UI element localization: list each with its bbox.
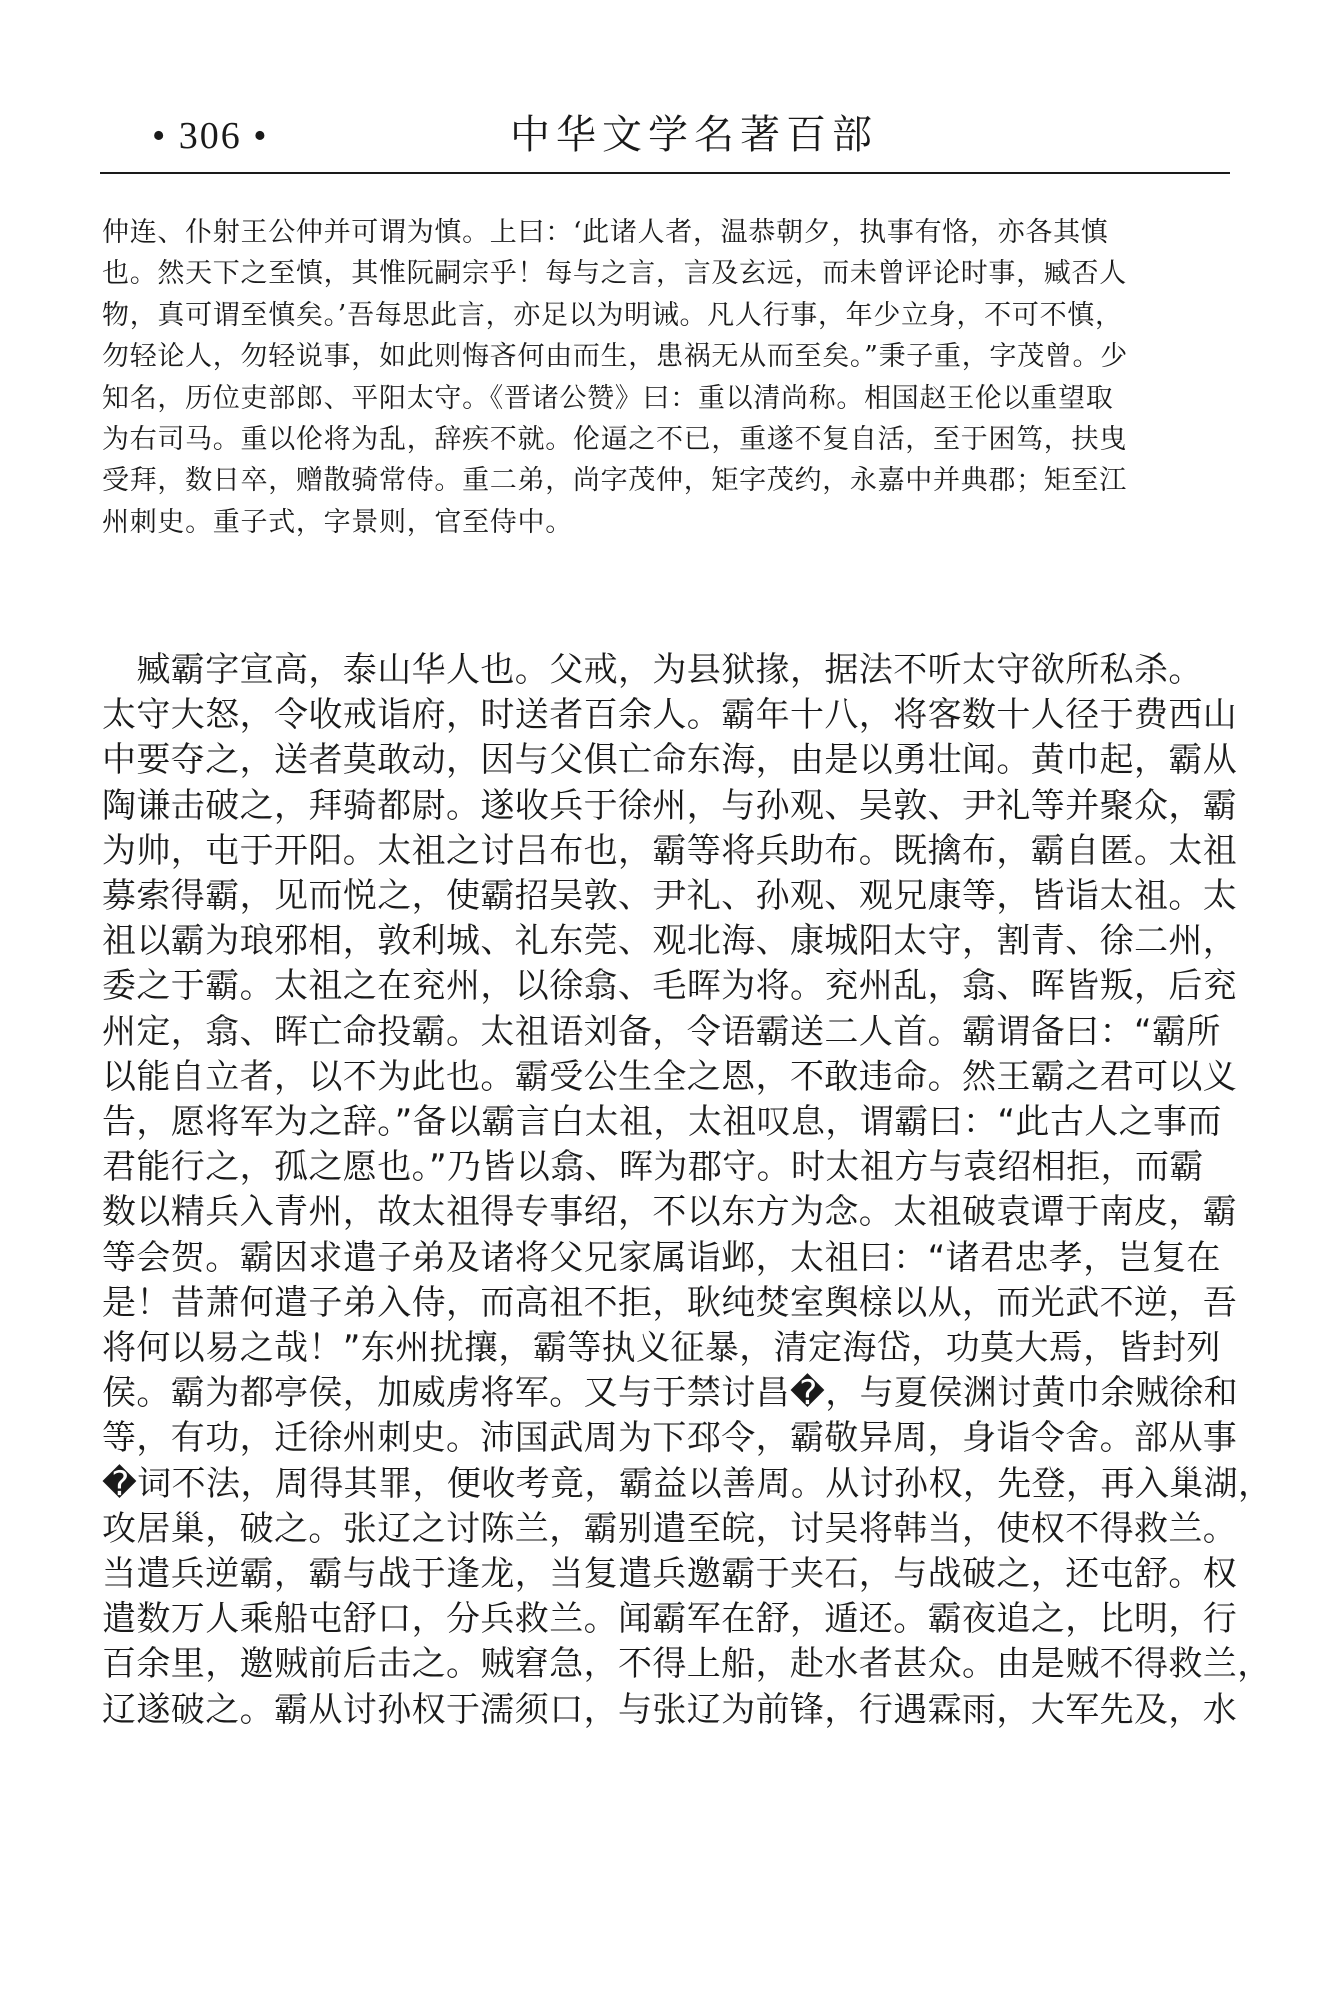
main-text-line: 告，愿将军为之辞。”备以霸言白太祖，太祖叹息，谓霸曰：“此古人之事而: [102, 1102, 1222, 1143]
main-text-line: 等，有功，迁徐州刺史。沛国武周为下邳令，霸敬异周，身诣令舍。部从事: [102, 1418, 1238, 1459]
main-text-line: 州定，翕、晖亡命投霸。太祖语刘备，令语霸送二人首。霸谓备曰：“霸所: [102, 1011, 1221, 1052]
main-text-line: 以能自立者，以不为此也。霸受公生全之恩，不敢违命。然王霸之君可以义: [102, 1056, 1238, 1097]
main-text-line: 是！昔萧何遣子弟入侍，而高祖不拒，耿纯焚室舆榇以从，而光武不逆，吾: [102, 1282, 1238, 1323]
page-header: [100, 110, 1230, 172]
book-title: 中华文学名著百部: [510, 112, 878, 158]
main-text-line: �词不法，周得其罪，便收考竟，霸益以善周。从讨孙权，先登，再入巢湖，: [102, 1463, 1273, 1504]
main-text-line: 委之于霸。太祖之在兖州，以徐翕、毛晖为将。兖州乱，翕、晖皆叛，后兖: [102, 966, 1238, 1007]
main-text-line: 等会贺。霸因求遣子弟及诸将父兄家属诣邺，太祖曰：“诸君忠孝，岂复在: [102, 1237, 1221, 1278]
main-text-line: 遣数万人乘船屯舒口，分兵救兰。闻霸军在舒，遁还。霸夜追之，比明，行: [102, 1599, 1238, 1640]
main-text-line: 当遣兵逆霸，霸与战于逢龙，当复遣兵邀霸于夹石，与战破之，还屯舒。权: [102, 1554, 1238, 1595]
annotation-line: 勿轻论人，勿轻说事，如此则悔吝何由而生，患祸无从而至矣。”秉子重，字茂曾。少: [102, 341, 1128, 373]
main-text-line: 中要夺之，送者莫敢动，因与父俱亡命东海，由是以勇壮闻。黄巾起，霸从: [102, 740, 1238, 781]
main-text-line: 祖以霸为琅邪相，敦利城、礼东莞、观北海、康城阳太守，割青、徐二州，: [102, 921, 1238, 962]
main-text-line: 辽遂破之。霸从讨孙权于濡须口，与张辽为前锋，行遇霖雨，大军先及，水: [102, 1689, 1238, 1730]
main-text-line: 君能行之，孤之愿也。”乃皆以翕、晖为郡守。时太祖方与袁绍相拒，而霸: [102, 1147, 1204, 1188]
main-text-line: 为帅，屯于开阳。太祖之讨吕布也，霸等将兵助布。既擒布，霸自匿。太祖: [102, 830, 1238, 871]
main-text-line: 侯。霸为都亭侯，加威虏将军。又与于禁讨昌�，与夏侯渊讨黄巾余贼徐和: [102, 1373, 1239, 1414]
main-text-line: 将何以易之哉！”东州扰攘，霸等执义征暴，清定海岱，功莫大焉，皆封列: [102, 1328, 1221, 1369]
annotation-line: 受拜，数日卒，赠散骑常侍。重二弟，尚字茂仲，矩字茂约，永嘉中并典郡；矩至江: [102, 465, 1127, 497]
main-text-line: 臧霸字宣高，泰山华人也。父戒，为县狱掾，据法不听太守欲所私杀。: [102, 650, 1203, 690]
main-text-line: 陶谦击破之，拜骑都尉。遂收兵于徐州，与孙观、吴敦、尹礼等并聚众，霸: [102, 785, 1238, 826]
main-text-line: 攻居巢，破之。张辽之讨陈兰，霸别遣至皖，讨吴将韩当，使权不得救兰。: [102, 1508, 1238, 1549]
main-text-line: 百余里，邀贼前后击之。贼窘急，不得上船，赴水者甚众。由是贼不得救兰，: [102, 1644, 1272, 1685]
main-text-line: 募索得霸，见而悦之，使霸招吴敦、尹礼、孙观、观兄康等，皆诣太祖。太: [102, 876, 1238, 917]
annotation-line: 知名，历位吏部郎、平阳太守。《晋诸公赞》曰：重以清尚称。相国赵王伦以重望取: [102, 382, 1114, 414]
page-number: • 306 •: [152, 115, 269, 157]
header-rule: [100, 172, 1230, 174]
annotation-line: 物，真可谓至慎矣。’吾每思此言，亦足以为明诫。凡人行事，年少立身，不可不慎，: [102, 299, 1123, 331]
annotation-line: 州刺史。重子式，字景则，官至侍中。: [102, 506, 573, 538]
main-text-line: 数以精兵入青州，故太祖得专事绍，不以东方为念。太祖破袁谭于南皮，霸: [102, 1192, 1238, 1233]
main-text-line: 太守大怒，令收戒诣府，时送者百余人。霸年十八，将客数十人径于费西山: [102, 695, 1238, 736]
main-text-block: [102, 648, 1273, 1733]
annotation-line: 仲连、仆射王公仲并可谓为慎。上曰：‘此诸人者，温恭朝夕，执事有恪，亦各其慎: [102, 217, 1109, 248]
annotation-line: 也。然天下之至慎，其惟阮嗣宗乎！每与之言，言及玄远，而未曾评论时事，臧否人: [102, 258, 1127, 290]
annotation-line: 为右司马。重以伦将为乱，辞疾不就。伦逼之不已，重遂不复自活，至于困笃，扶曳: [102, 424, 1127, 456]
annotation-block: [102, 212, 1230, 543]
